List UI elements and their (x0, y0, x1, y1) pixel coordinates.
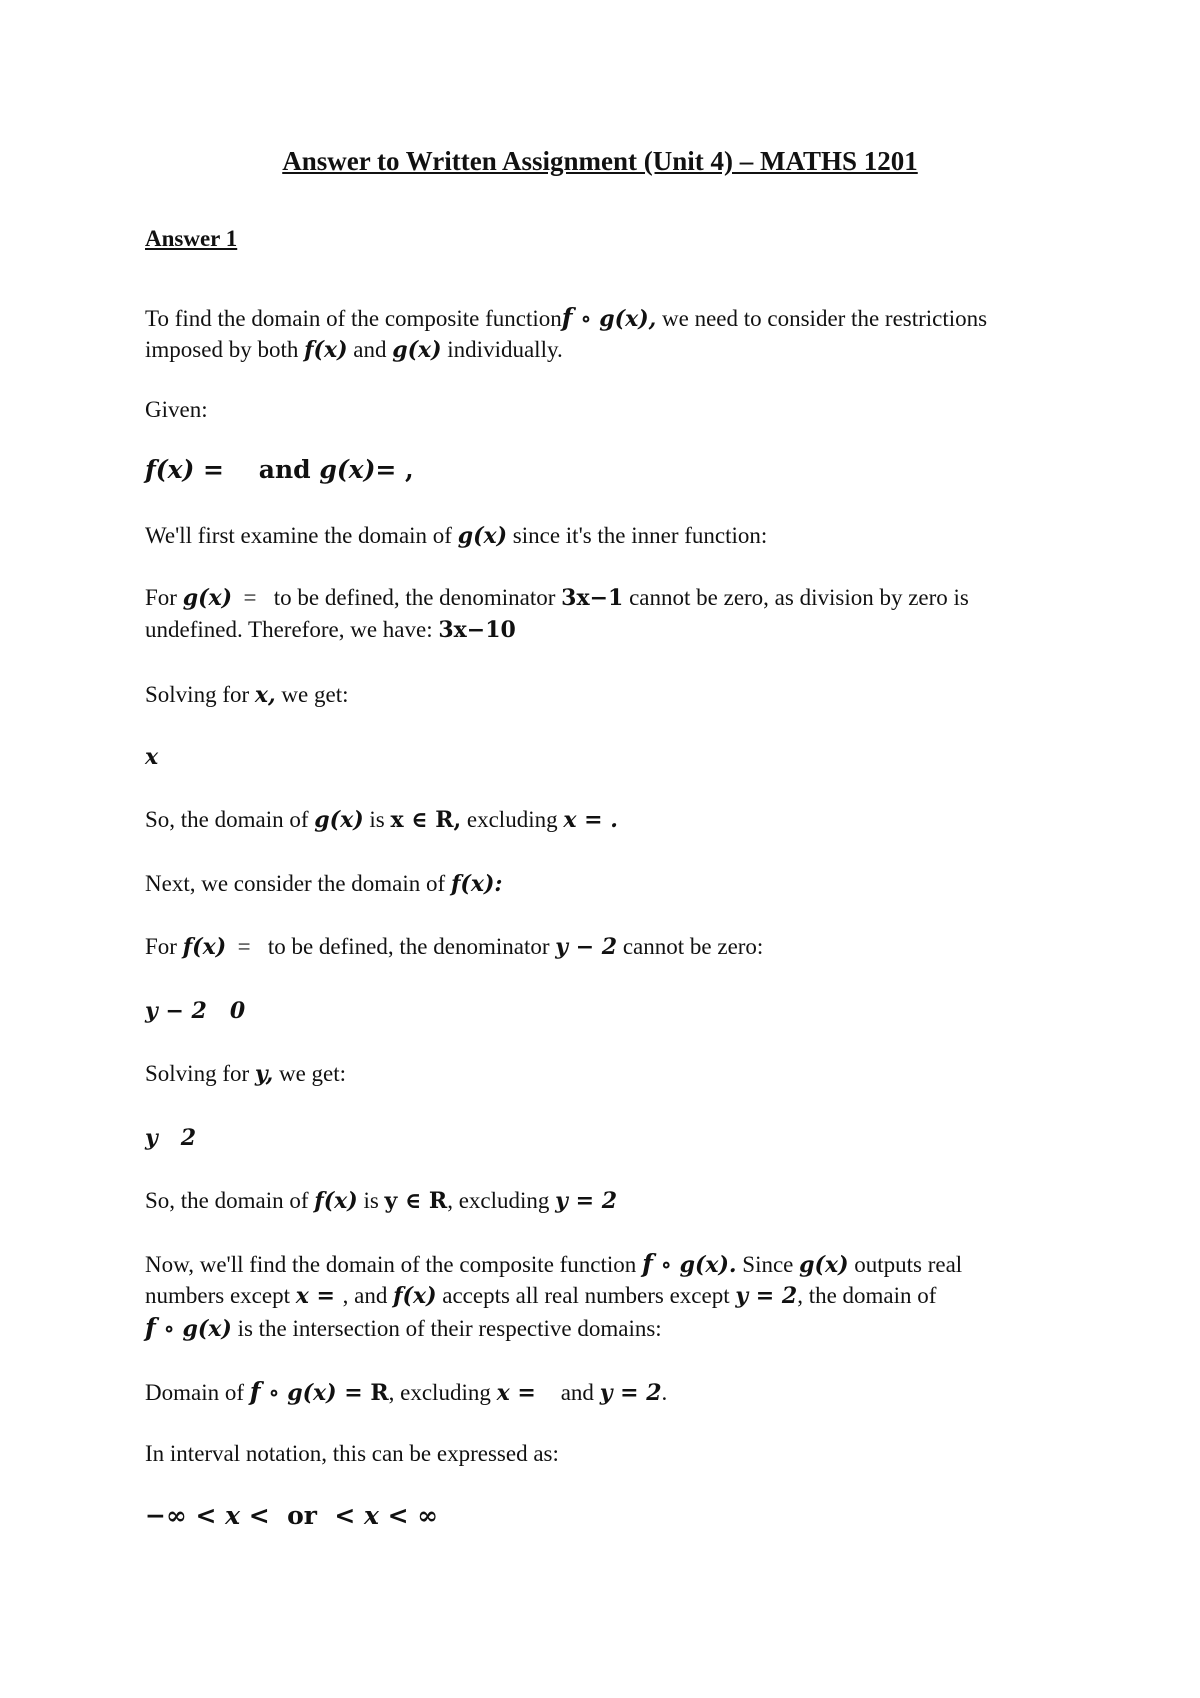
text: , and (342, 1283, 394, 1308)
text: We'll first examine the domain of (145, 523, 458, 548)
math-and: and (258, 455, 320, 484)
math-f: f (642, 1249, 653, 1278)
text: , excluding (388, 1380, 497, 1405)
math-f: f (145, 1313, 156, 1342)
domain-of-g (145, 804, 618, 836)
math-circ: ∘ (260, 1380, 288, 1406)
math-inequality: 3x−10 (438, 617, 516, 643)
text: cannot be zero, as division by zero is (623, 585, 969, 610)
math-gx: g(x). (679, 1252, 737, 1278)
composite-line-2 (145, 1280, 936, 1312)
math-neg-inf: −∞ < (145, 1501, 226, 1530)
math-or: or (287, 1501, 317, 1530)
math-y-inequality: y − 2 0 (145, 998, 246, 1024)
math-gx: g(x) (799, 1252, 849, 1278)
text: So, the domain of (145, 1188, 315, 1213)
math-set: x ∈ R, (390, 807, 462, 833)
math-fx: f(x) (182, 934, 227, 960)
text: individually. (441, 337, 563, 362)
math-eq: = (194, 455, 259, 484)
math-gx: g(x), (599, 306, 657, 332)
text: Solving for (145, 682, 255, 707)
math-fx: f(x) (145, 455, 195, 484)
math-gx: g(x) (182, 1316, 232, 1342)
text: we get: (273, 1061, 347, 1086)
math-x: x (145, 744, 159, 770)
text: , the domain of (797, 1283, 937, 1308)
text: Solving for (145, 1061, 255, 1086)
paragraph-inner-function (145, 520, 767, 552)
math-denominator: 3x−1 (561, 585, 624, 611)
paragraph-f-denominator (145, 931, 763, 963)
math-eq: = , (375, 455, 414, 484)
math-gx: g(x) (182, 585, 233, 611)
intro-line-1 (145, 302, 987, 335)
math-inf: < ∞ (378, 1501, 439, 1530)
text: = to be defined, the denominator (232, 585, 562, 610)
text: outputs real (848, 1252, 963, 1277)
text: For (145, 585, 183, 610)
math-gx: g(x) (392, 337, 442, 363)
math-fx: f(x) (314, 1188, 358, 1214)
text: . (661, 1380, 668, 1405)
answer-heading: Answer 1 (145, 226, 238, 251)
math-x: x = (496, 1380, 544, 1406)
text: excluding (461, 807, 564, 832)
math-gx: g(x) (319, 455, 376, 484)
math-x: x = (295, 1283, 343, 1309)
math-fx: f(x) (393, 1283, 437, 1309)
math-x: x (364, 1501, 379, 1530)
math-x: x (225, 1501, 241, 1530)
domain-of-f (145, 1185, 617, 1217)
math-x: x, (254, 682, 276, 708)
composite-line-1 (145, 1248, 962, 1281)
text: undefined. Therefore, we have: (145, 617, 439, 642)
composite-line-3 (145, 1312, 662, 1345)
paragraph-denominator-line-1 (145, 582, 969, 614)
paragraph-denominator-line-2 (145, 614, 516, 646)
math-circ: ∘ (155, 1316, 183, 1342)
given-equation (145, 454, 414, 487)
text: Next, we consider the domain of (145, 871, 451, 896)
math-y: y, (254, 1061, 274, 1087)
x-result (145, 741, 158, 773)
text: since it's the inner function: (507, 523, 768, 548)
text: To find the domain of the composite function (145, 306, 562, 331)
math-gx: g(x) (314, 807, 364, 833)
math-lt: < (240, 1501, 288, 1530)
text: For (145, 934, 183, 959)
composite-domain (145, 1376, 667, 1409)
solving-for-y (145, 1058, 346, 1090)
math-f: f (249, 1377, 261, 1406)
math-y: y = 2 (599, 1380, 662, 1406)
text: accepts all real numbers except (436, 1283, 736, 1308)
text: , excluding (447, 1188, 556, 1213)
text: is (363, 807, 391, 832)
math-circ: ∘ (652, 1252, 680, 1278)
text: Domain of (145, 1380, 250, 1405)
math-exclusion: y = 2 (555, 1188, 618, 1214)
text: cannot be zero: (617, 934, 764, 959)
solving-for-x (145, 679, 348, 711)
document-title: Answer to Written Assignment (Unit 4) – MATHS 1201 (282, 146, 918, 176)
text: = to be defined, the denominator (226, 934, 556, 959)
math-gx: g(x) (287, 1380, 337, 1406)
text: is the intersection of their respective domains: (231, 1316, 662, 1341)
math-f: f (561, 303, 573, 332)
text: Since (736, 1252, 800, 1277)
math-denominator: y − 2 (555, 934, 618, 960)
interval-notation (145, 1500, 438, 1533)
math-gx: g(x) (457, 523, 508, 549)
math-circ: ∘ (572, 306, 600, 332)
given-label: Given: (145, 397, 208, 422)
interval-intro: In interval notation, this can be expressed as: (145, 1441, 559, 1466)
text: is (357, 1188, 385, 1213)
text: and (347, 337, 393, 362)
math-y-result: y 2 (145, 1125, 197, 1151)
text: and (543, 1380, 600, 1405)
y-result (145, 1122, 196, 1154)
text: we get: (275, 682, 349, 707)
next-domain-of-f (145, 868, 502, 900)
math-fx: f(x) (304, 337, 348, 363)
math-set: y ∈ R (384, 1188, 448, 1214)
math-eq: = R (336, 1380, 389, 1406)
text: Now, we'll find the domain of the composite function (145, 1252, 643, 1277)
math-fx: f(x): (450, 871, 503, 897)
math-y: y = 2 (735, 1283, 798, 1309)
y-inequality (145, 995, 245, 1027)
text: imposed by both (145, 337, 305, 362)
intro-line-2 (145, 334, 563, 366)
text: we need to consider the restrictions (656, 306, 988, 331)
text: So, the domain of (145, 807, 315, 832)
math-exclusion: x = . (563, 807, 618, 833)
math-lt: < (316, 1501, 365, 1530)
text: numbers except (145, 1283, 296, 1308)
